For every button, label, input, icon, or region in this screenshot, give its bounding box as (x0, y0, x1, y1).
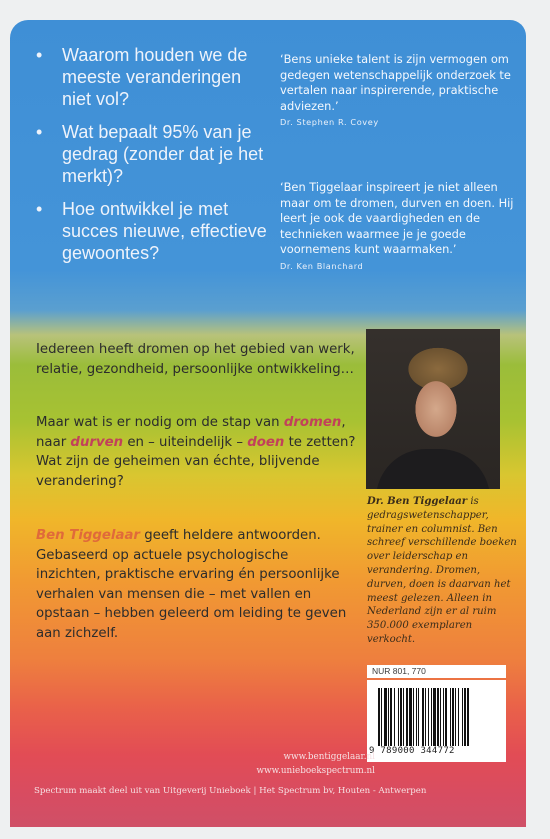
author-photo-shoulders (376, 449, 490, 489)
author-name-emphasis: Ben Tiggelaar (36, 528, 140, 543)
intro-paragraph: Iedereen heeft dromen op het gebied van werk, relatie, gezondheid, persoonlijke ontwikkeling… (36, 342, 355, 377)
barcode-panel (367, 680, 506, 762)
emphasis-dromen: dromen (283, 415, 342, 430)
barcode-icon (378, 688, 496, 746)
website-link[interactable]: www.unieboekspectrum.nl (256, 766, 375, 776)
question-item: • Wat bepaalt 95% van je gedrag (zonder dat je het merkt)? (36, 122, 264, 186)
quote-text: ‘Bens unieke talent is zijn vermogen om gedegen wetenschappelijk onderzoek te vertalen naar inspirerende, praktische adviezen.’ (280, 52, 511, 113)
bullet-icon: • (36, 122, 43, 142)
book-back-cover (10, 20, 526, 827)
emphasis-durven: durven (70, 434, 124, 450)
publisher-footer: Spectrum maakt deel uit van Uitgeverij Unieboek | Het Spectrum bv, Houten - Antwerpen (34, 786, 427, 796)
quote-text: ‘Ben Tiggelaar inspireert je niet alleen maar om te dromen, durven en doen. Hij leert je ook de vaardigheden en de technieken waarmee je je goede voornemens kunt waarmaken.’ (280, 180, 514, 257)
quote-author: Dr. Ken Blanchard (280, 260, 364, 271)
bullet-icon: • (36, 199, 43, 219)
question-item: • Waarom houden we de meeste veranderingen niet vol? (36, 45, 248, 109)
bullet-icon: • (36, 45, 43, 65)
bio-text: is gedragswetenschapper, trainer en columnist. Ben schreef verschillende boeken over leiderschap en verandering. Dromen, durven, doen is daarvan het meest gelezen. Alleen in Nederland zijn er al ruim 350.000 exemplaren verkocht. (367, 496, 517, 645)
isbn-number: 9 789000 344772 (369, 746, 455, 756)
bio-name: Dr. Ben Tiggelaar (367, 496, 468, 507)
nur-code: NUR 801, 770 (367, 665, 506, 678)
website-link[interactable]: www.bentiggelaar.nl (283, 752, 375, 762)
endorsement-quote (280, 180, 516, 275)
emphasis-doen: doen (247, 434, 285, 450)
question-item: • Hoe ontwikkel je met succes nieuwe, effectieve gewoontes? (36, 199, 267, 263)
endorsement-quote (280, 52, 516, 131)
author-photo (366, 329, 500, 489)
question-paragraph: Maar wat is er nodig om de stap van dromen, naar durven en – uiteindelijk – doen te zetten? Wat zijn de geheimen van échte, blijvende verandering? (36, 415, 356, 489)
author-bio (367, 495, 517, 647)
answer-paragraph: Ben Tiggelaar geeft heldere antwoorden. Gebaseerd op actuele psychologische inzichten, praktische ervaring én persoonlijke verhalen van mensen die – met vallen en opstaan – hebben geleerd om leiding te geven aan zichzelf. (36, 528, 347, 641)
question-list (34, 44, 274, 275)
quote-author: Dr. Stephen R. Covey (280, 117, 379, 128)
